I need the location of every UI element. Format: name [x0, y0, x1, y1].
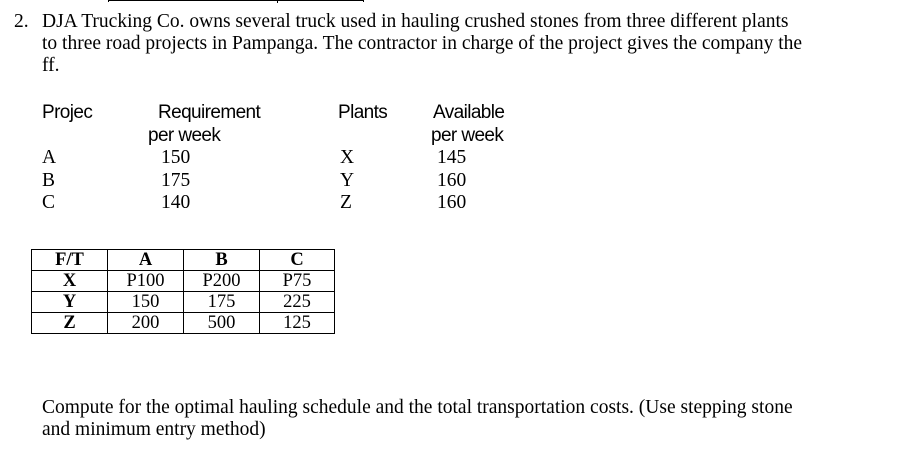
available-z: 160 — [437, 192, 467, 213]
requirement-c: 140 — [161, 192, 191, 213]
instruction-line-1: Compute for the optimal hauling schedule and the total transportation costs. (Use stepping stone — [42, 397, 793, 418]
header-requirement: Requirement — [158, 102, 261, 123]
cost-table-header-row — [32, 250, 335, 271]
top-table-edge — [108, 0, 364, 2]
row-label-y: Y — [32, 292, 108, 313]
project-c: C — [42, 192, 56, 213]
table-row — [32, 313, 335, 334]
cost-cell: 500 — [184, 313, 260, 334]
cost-cell: 175 — [184, 292, 260, 313]
cost-cell: 225 — [260, 292, 335, 313]
header-requirement-per-week: per week — [148, 125, 221, 146]
cost-table-corner: F/T — [32, 250, 108, 271]
requirement-b: 175 — [161, 170, 191, 191]
cost-cell: P200 — [184, 271, 260, 292]
cost-cell: 200 — [108, 313, 184, 334]
header-plants: Plants — [338, 102, 388, 123]
plant-z: Z — [340, 192, 352, 213]
project-b: B — [42, 170, 56, 191]
cost-cell: P100 — [108, 271, 184, 292]
problem-line-1: DJA Trucking Co. owns several truck used in hauling crushed stones from three different plants — [42, 11, 789, 32]
cost-table — [31, 249, 335, 334]
table-row — [32, 292, 335, 313]
cost-table-col-b: B — [184, 250, 260, 271]
project-a: A — [42, 147, 57, 168]
cost-cell: 150 — [108, 292, 184, 313]
cost-cell: P75 — [260, 271, 335, 292]
header-project: Projec — [42, 102, 93, 123]
table-row — [32, 271, 335, 292]
problem-line-2: to three road projects in Pampanga. The contractor in charge of the project gives the company the — [42, 33, 803, 54]
requirement-a: 150 — [161, 147, 191, 168]
header-available-per-week: per week — [431, 125, 504, 146]
header-available: Available — [433, 102, 505, 123]
cost-cell: 125 — [260, 313, 335, 334]
cost-table-col-a: A — [108, 250, 184, 271]
plant-x: X — [340, 147, 355, 168]
row-label-x: X — [32, 271, 108, 292]
available-y: 160 — [437, 170, 467, 191]
problem-number: 2. — [14, 11, 29, 32]
instruction-line-2: and minimum entry method) — [42, 419, 266, 440]
cost-table-col-c: C — [260, 250, 335, 271]
row-label-z: Z — [32, 313, 108, 334]
plant-y: Y — [340, 170, 355, 191]
available-x: 145 — [437, 147, 467, 168]
problem-line-3: ff. — [42, 55, 60, 76]
